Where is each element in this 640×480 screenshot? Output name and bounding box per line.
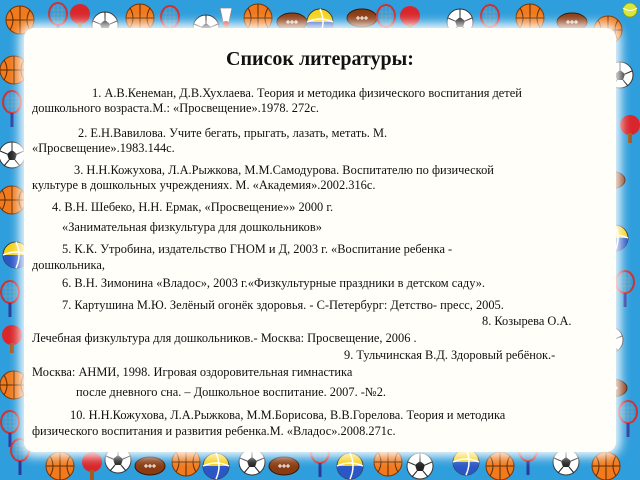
reference-1-line-2: дошкольного возраста.М.: «Просвещение».1978. 272с. [32, 101, 319, 115]
reference-10-line-2: физического воспитания и развития ребенка.М. «Владос».2008.271с. [32, 424, 396, 438]
reference-4-line-2: «Занимательная физкультура для дошкольников» [62, 220, 322, 234]
reference-3-line-2: культуре в дошкольных учреждениях. М. «Академия».2002.316с. [32, 178, 376, 192]
reference-9-line-2: Москва: АНМИ, 1998. Игровая оздоровительная гимнастика [32, 365, 353, 379]
reference-9-line-1: 9. Тульчинская В.Д. Здоровый ребёнок.- [344, 348, 556, 362]
reference-2-line-1: 2. Е.Н.Вавилова. Учите бегать, прыгать, лазать, метать. М. [78, 126, 388, 140]
reference-8-line-2: Лечебная физкультура для дошкольников.- Москва: Просвещение, 2006 . [32, 331, 417, 345]
reference-9-line-3: после дневного сна. – Дошкольное воспитание. 2007. -№2. [76, 385, 387, 399]
reference-1-line-1: 1. А.В.Кенеман, Д.В.Хухлаева. Теория и методика физического воспитания детей [92, 86, 522, 100]
reference-5-line-2: дошкольника, [32, 258, 105, 272]
reference-8-line-1: 8. Козырева О.А. [482, 314, 572, 328]
reference-10-line-1: 10. Н.Н.Кожухова, Л.А.Рыжкова, М.М.Борисова, В.В.Горелова. Теория и методика [70, 408, 506, 422]
reference-3-line-1: 3. Н.Н.Кожухова, Л.А.Рыжкова, М.М.Самодурова. Воспитателю по физической [74, 163, 494, 177]
page-title: Список литературы: [226, 48, 414, 70]
reference-5-line-1: 5. К.К. Утробина, издательство ГНОМ и Д, 2003 г. «Воспитание ребенка - [62, 242, 453, 256]
reference-6-line-1: 6. В.Н. Зимонина «Владос», 2003 г.«Физкультурные праздники в детском саду». [62, 276, 485, 290]
reference-7-line-1: 7. Картушина М.Ю. Зелёный огонёк здоровья. - С-Петербург: Детство- пресс, 2005. [62, 298, 504, 312]
reference-4-line-1: 4. В.Н. Шебеко, Н.Н. Ермак, «Просвещение»» 2000 г. [52, 200, 334, 214]
reference-2-line-2: «Просвещение».1983.144с. [32, 141, 175, 155]
